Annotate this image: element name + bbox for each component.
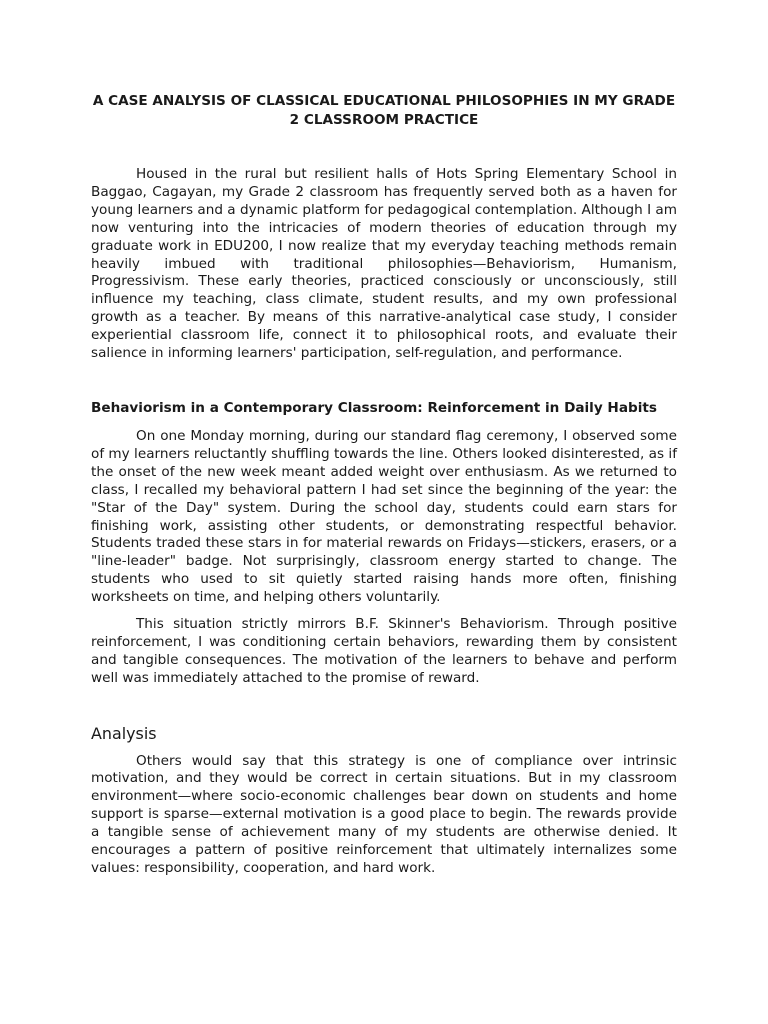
behaviorism-section-heading: Behaviorism in a Contemporary Classroom: Reinforcement in Daily Habits [91,399,657,416]
document-body [91,92,677,878]
analysis-paragraph: Others would say that this strategy is one of compliance over intrinsic motivation, and they would be correct in certain situations. But in my classroom environment—where socio-economic challenges bear down on students and home support is sparse—external motivation is a good place to begin. The rewards provide a tangible sense of achievement many of my students are otherwise denied. It encourages a pattern of positive reinforcement that ultimately internalizes some values: responsibility, cooperation, and hard work. [91,752,677,876]
analysis-section-heading: Analysis [91,723,157,743]
behaviorism-paragraph-2: This situation strictly mirrors B.F. Skinner's Behaviorism. Through positive reinforcement, I was conditioning certain behaviors, rewarding them by consistent and tangible consequences. The motivation of the learners to behave and perform well was immediately attached to the promise of reward. [91,616,677,686]
document-title: A CASE ANALYSIS OF CLASSICAL EDUCATIONAL PHILOSOPHIES IN MY GRADE 2 CLASSROOM PRACTICE [92,93,676,128]
intro-paragraph: Housed in the rural but resilient halls of Hots Spring Elementary School in Baggao, Cagayan, my Grade 2 classroom has frequently served both as a haven for young learners and a dynamic platform for pedagogical contemplation. Although I am now venturing into the intricacies of modern theories of education through my graduate work in EDU200, I now realize that my everyday teaching methods remain heavily imbued with traditional philosophies—Behaviorism, Humanism, Progressivism. These early theories, practiced consciously or unconsciously, still influence my teaching, class climate, student results, and my own professional growth as a teacher. By means of this narrative-analytical case study, I consider experiential classroom life, connect it to philosophical roots, and evaluate their salience in informing learners' participation, self-regulation, and performance. [91,166,677,362]
behaviorism-paragraph-1: On one Monday morning, during our standard flag ceremony, I observed some of my learners reluctantly shuffling towards the line. Others looked disinterested, as if the onset of the new week meant added weight over enthusiasm. As we returned to class, I recalled my behavioral pattern I had set since the beginning of the year: the "Star of the Day" system. During the school day, students could earn stars for finishing work, assisting other students, or demonstrating respectful behavior. Students traded these stars in for material rewards on Fridays—stickers, erasers, or a "line-leader" badge. Not surprisingly, classroom energy started to change. The students who used to sit quietly started raising hands more often, finishing worksheets on time, and helping others voluntarily. [91,427,677,606]
